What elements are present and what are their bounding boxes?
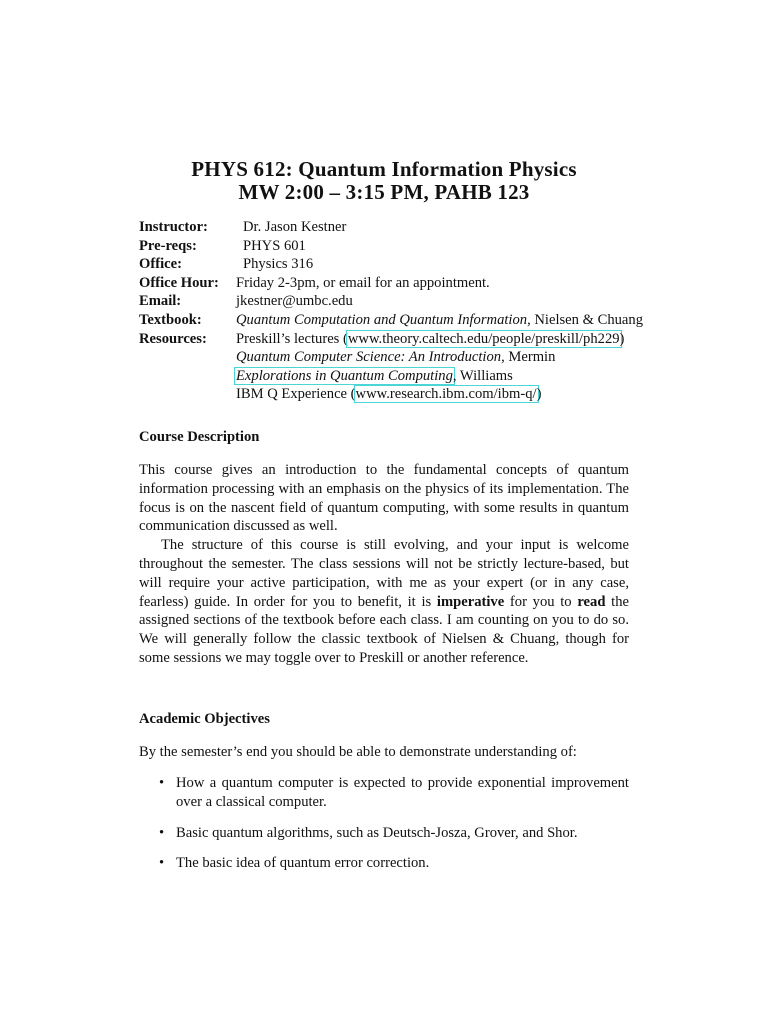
williams-link[interactable]: Explorations in Quantum Computing [236, 367, 453, 384]
resource-preskill [236, 330, 624, 349]
email-label: Email: [139, 293, 182, 310]
course-description-para-2 [139, 536, 629, 668]
course-description-body [139, 461, 629, 668]
prereqs-value: PHYS 601 [243, 237, 306, 254]
bullet-icon: • [159, 824, 165, 841]
para-2-part-a: The structure of this course is still evolving, and your input is welcome throughout the semester. The class sessions will not be strictly lecture-based, but will require your active participation, with me as your expert (or in any case, fearless) guide. In order for you to benefit, it is [139, 537, 629, 610]
prereqs-label: Pre-reqs: [139, 237, 197, 254]
para-2-part-c: the assigned sections of the textbook before each class. I am counting on you to do so. We will generally follow the classic textbook of Nielsen & Chuang, though for some sessions we may toggle over to Preskill or another reference. [139, 593, 629, 666]
textbook-value [236, 311, 643, 330]
office-hour-label: Office Hour: [139, 274, 219, 291]
para-2-part-b: for you to [504, 593, 578, 610]
resource-ibm-text: IBM Q Experience ( [236, 386, 356, 403]
preskill-link[interactable]: www.theory.caltech.edu/people/preskill/ph229 [347, 330, 620, 347]
instructor-value: Dr. Jason Kestner [243, 219, 347, 235]
office-hour-value: Friday 2-3pm, or email for an appointment. [236, 274, 490, 291]
resources-label: Resources: [139, 330, 207, 347]
list-item [139, 854, 629, 873]
academic-objectives-intro: By the semester’s end you should be able to demonstrate understanding of: [139, 744, 577, 760]
imperative-text: imperative [436, 593, 505, 610]
objectives-list [139, 774, 629, 885]
course-description-heading: Course Description [139, 429, 260, 445]
instructor-label: Instructor: [139, 219, 208, 235]
objective-text: The basic idea of quantum error correction. [176, 855, 430, 872]
list-item [139, 824, 629, 843]
read-text: read [577, 593, 606, 610]
williams-author: , Williams [452, 367, 513, 384]
resource-mermin [236, 348, 555, 367]
office-value: Physics 316 [243, 256, 314, 273]
bullet-icon: • [159, 855, 165, 872]
resource-ibm-close: ) [536, 386, 542, 403]
textbook-authors: , Nielsen & Chuang [527, 311, 644, 328]
mermin-title: Quantum Computer Science: An Introduction [236, 349, 502, 366]
mermin-author: , Mermin [501, 349, 556, 366]
title-line-1: PHYS 612: Quantum Information Physics [191, 157, 577, 181]
office-label: Office: [139, 256, 182, 273]
resource-preskill-close: ) [619, 330, 625, 347]
academic-objectives-heading: Academic Objectives [139, 711, 270, 727]
textbook-label: Textbook: [139, 311, 202, 328]
resource-williams [236, 367, 513, 386]
resource-preskill-text: Preskill’s lectures ( [236, 330, 348, 347]
textbook-title: Quantum Computation and Quantum Information [236, 311, 528, 328]
list-item [139, 774, 629, 812]
objective-text: Basic quantum algorithms, such as Deutsch-Josza, Grover, and Shor. [176, 824, 578, 841]
ibm-link[interactable]: www.research.ibm.com/ibm-q/ [355, 386, 537, 403]
bullet-icon: • [159, 775, 165, 791]
resource-ibm [236, 385, 541, 404]
course-title [0, 158, 768, 204]
objective-text: How a quantum computer is expected to provide exponential improvement over a classical computer. [176, 775, 629, 810]
title-line-2: MW 2:00 – 3:15 PM, PAHB 123 [238, 180, 530, 204]
course-description-para-1: This course gives an introduction to the fundamental concepts of quantum information processing with an emphasis on the physics of its implementation. The focus is on the nascent field of quantum computing, with some results in quantum communication discussed as well. [139, 462, 629, 535]
email-value: jkestner@umbc.edu [236, 293, 353, 310]
